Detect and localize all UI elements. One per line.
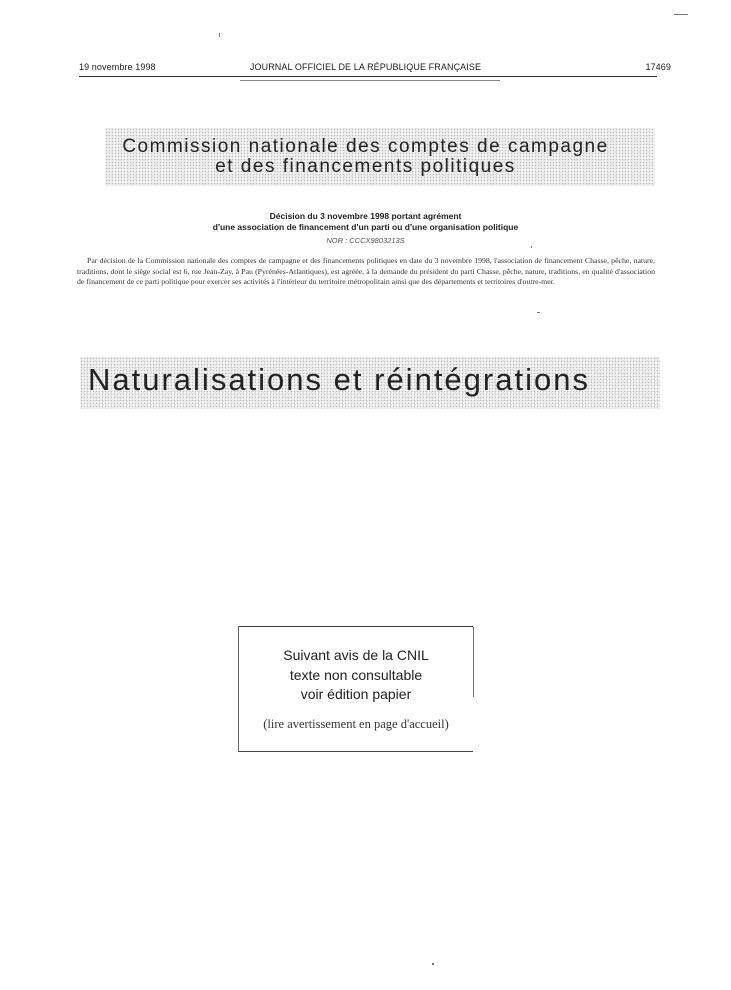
decision-heading-line1: Décision du 3 novembre 1998 portant agrément xyxy=(269,211,462,221)
cnil-note: (lire avertissement en page d'accueil) xyxy=(263,717,449,731)
scan-speck xyxy=(537,312,540,313)
scan-speck xyxy=(531,246,532,248)
scan-speck xyxy=(432,963,434,965)
header-date: 19 novembre 1998 xyxy=(79,62,156,72)
commission-title-line2: et des financements politiques xyxy=(215,156,516,177)
commission-title-line1: Commission nationale des comptes de campagne xyxy=(122,136,609,157)
section-title: Naturalisations et réintégrations xyxy=(88,362,590,397)
nor-reference: NOR : CCCX9803213S xyxy=(326,236,405,245)
cnil-line1: Suivant avis de la CNIL xyxy=(283,647,429,663)
scan-speck xyxy=(674,14,688,15)
page-number: 17469 xyxy=(645,62,671,72)
header-rule xyxy=(79,76,657,77)
cnil-notice-box xyxy=(238,626,473,752)
header-subrule xyxy=(240,80,500,81)
journal-title: JOURNAL OFFICIEL DE LA RÉPUBLIQUE FRANÇAISE xyxy=(249,62,482,72)
decision-body: Par décision de la Commission nationale des comptes de campagne et des financements politiques en date du 3 novembre 1998, l'association de financement Chasse, pêche, nature, traditions, dont le siège social est 6, rue Jean-Zay, à Pau (Pyrénées-Atlantiques), est agréée, à la demande du président du parti Chasse, pêche, nature, traditions, en qualité d'association de financement de ce parti politique pour exercer ses activités à l'intérieur du territoire métropolitain ainsi que des départements et territoires d'outre-mer. xyxy=(77,256,655,286)
cnil-line2: texte non consultable xyxy=(289,667,423,683)
decision-heading-line2: d'une association de financement d'un parti ou d'une organisation politique xyxy=(212,222,519,232)
scan-speck xyxy=(219,33,220,37)
cnil-line3: voir édition papier xyxy=(300,686,412,702)
